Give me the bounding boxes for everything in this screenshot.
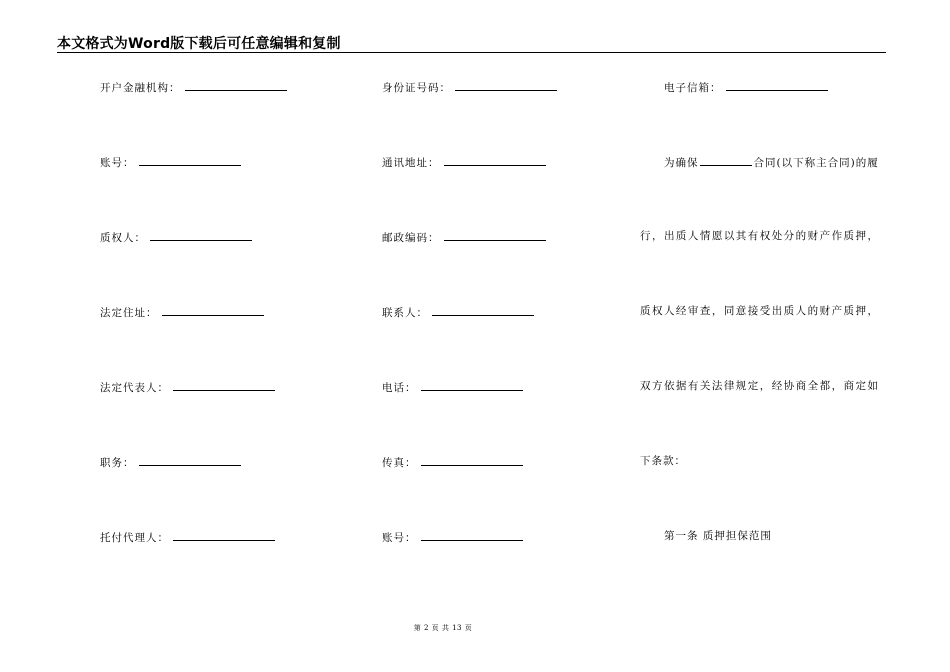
field-authorized-agent — [100, 529, 275, 545]
field-id-number — [382, 79, 557, 95]
field-blank — [173, 529, 275, 541]
field-label: 电子信箱： — [664, 82, 722, 94]
field-label: 法定住址： — [100, 307, 158, 319]
field-fax — [382, 454, 523, 470]
field-label: 身份证号码： — [382, 82, 451, 94]
field-label: 邮政编码： — [382, 232, 440, 244]
field-pledgee — [100, 229, 252, 245]
field-label: 电话： — [382, 382, 417, 394]
field-label: 账号： — [100, 157, 135, 169]
field-label: 联系人： — [382, 307, 428, 319]
field-blank — [432, 304, 534, 316]
field-blank — [162, 304, 264, 316]
document-header-title: 本文格式为Word版下载后可任意编辑和复制 — [57, 36, 341, 52]
body-line: 双方依据有关法律规定，经协商全都，商定如 — [640, 380, 878, 392]
field-label: 法定代表人： — [100, 382, 169, 394]
field-label: 开户金融机构： — [100, 82, 181, 94]
field-blank — [444, 229, 546, 241]
field-label: 通讯地址： — [382, 157, 440, 169]
field-mailing-address — [382, 154, 546, 170]
field-blank — [444, 154, 546, 166]
field-phone — [382, 379, 523, 395]
field-label: 托付代理人： — [100, 532, 169, 544]
body-line: 质权人经审查，同意接受出质人的财产质押， — [640, 305, 878, 317]
page-number: 第 2 页 共 13 页 — [413, 624, 473, 632]
field-legal-representative — [100, 379, 275, 395]
field-blank — [185, 79, 287, 91]
field-bank-institution — [100, 79, 287, 95]
body-line: 下条款： — [640, 455, 686, 467]
field-account-number-right — [382, 529, 523, 545]
header-divider — [57, 52, 886, 53]
body-line: 行，出质人情愿以其有权处分的财产作质押， — [640, 230, 878, 242]
field-label: 传真： — [382, 457, 417, 469]
field-email — [664, 79, 828, 95]
intro-prefix: 为确保 — [664, 157, 699, 169]
field-blank — [173, 379, 275, 391]
field-blank — [150, 229, 252, 241]
field-account-number-left — [100, 154, 241, 170]
field-blank — [421, 379, 523, 391]
field-blank — [421, 529, 523, 541]
field-legal-address — [100, 304, 264, 320]
field-label: 职务： — [100, 457, 135, 469]
section-heading: 第一条 质押担保范围 — [664, 530, 772, 542]
body-intro-line — [664, 154, 879, 170]
field-contact-person — [382, 304, 534, 320]
field-blank — [139, 154, 241, 166]
field-blank — [139, 454, 241, 466]
field-label: 账号： — [382, 532, 417, 544]
field-postal-code — [382, 229, 546, 245]
field-label: 质权人： — [100, 232, 146, 244]
field-position — [100, 454, 241, 470]
contract-name-blank — [700, 154, 752, 166]
intro-suffix: 合同(以下称主合同)的履 — [753, 157, 879, 169]
field-blank — [421, 454, 523, 466]
field-blank — [455, 79, 557, 91]
field-blank — [726, 79, 828, 91]
